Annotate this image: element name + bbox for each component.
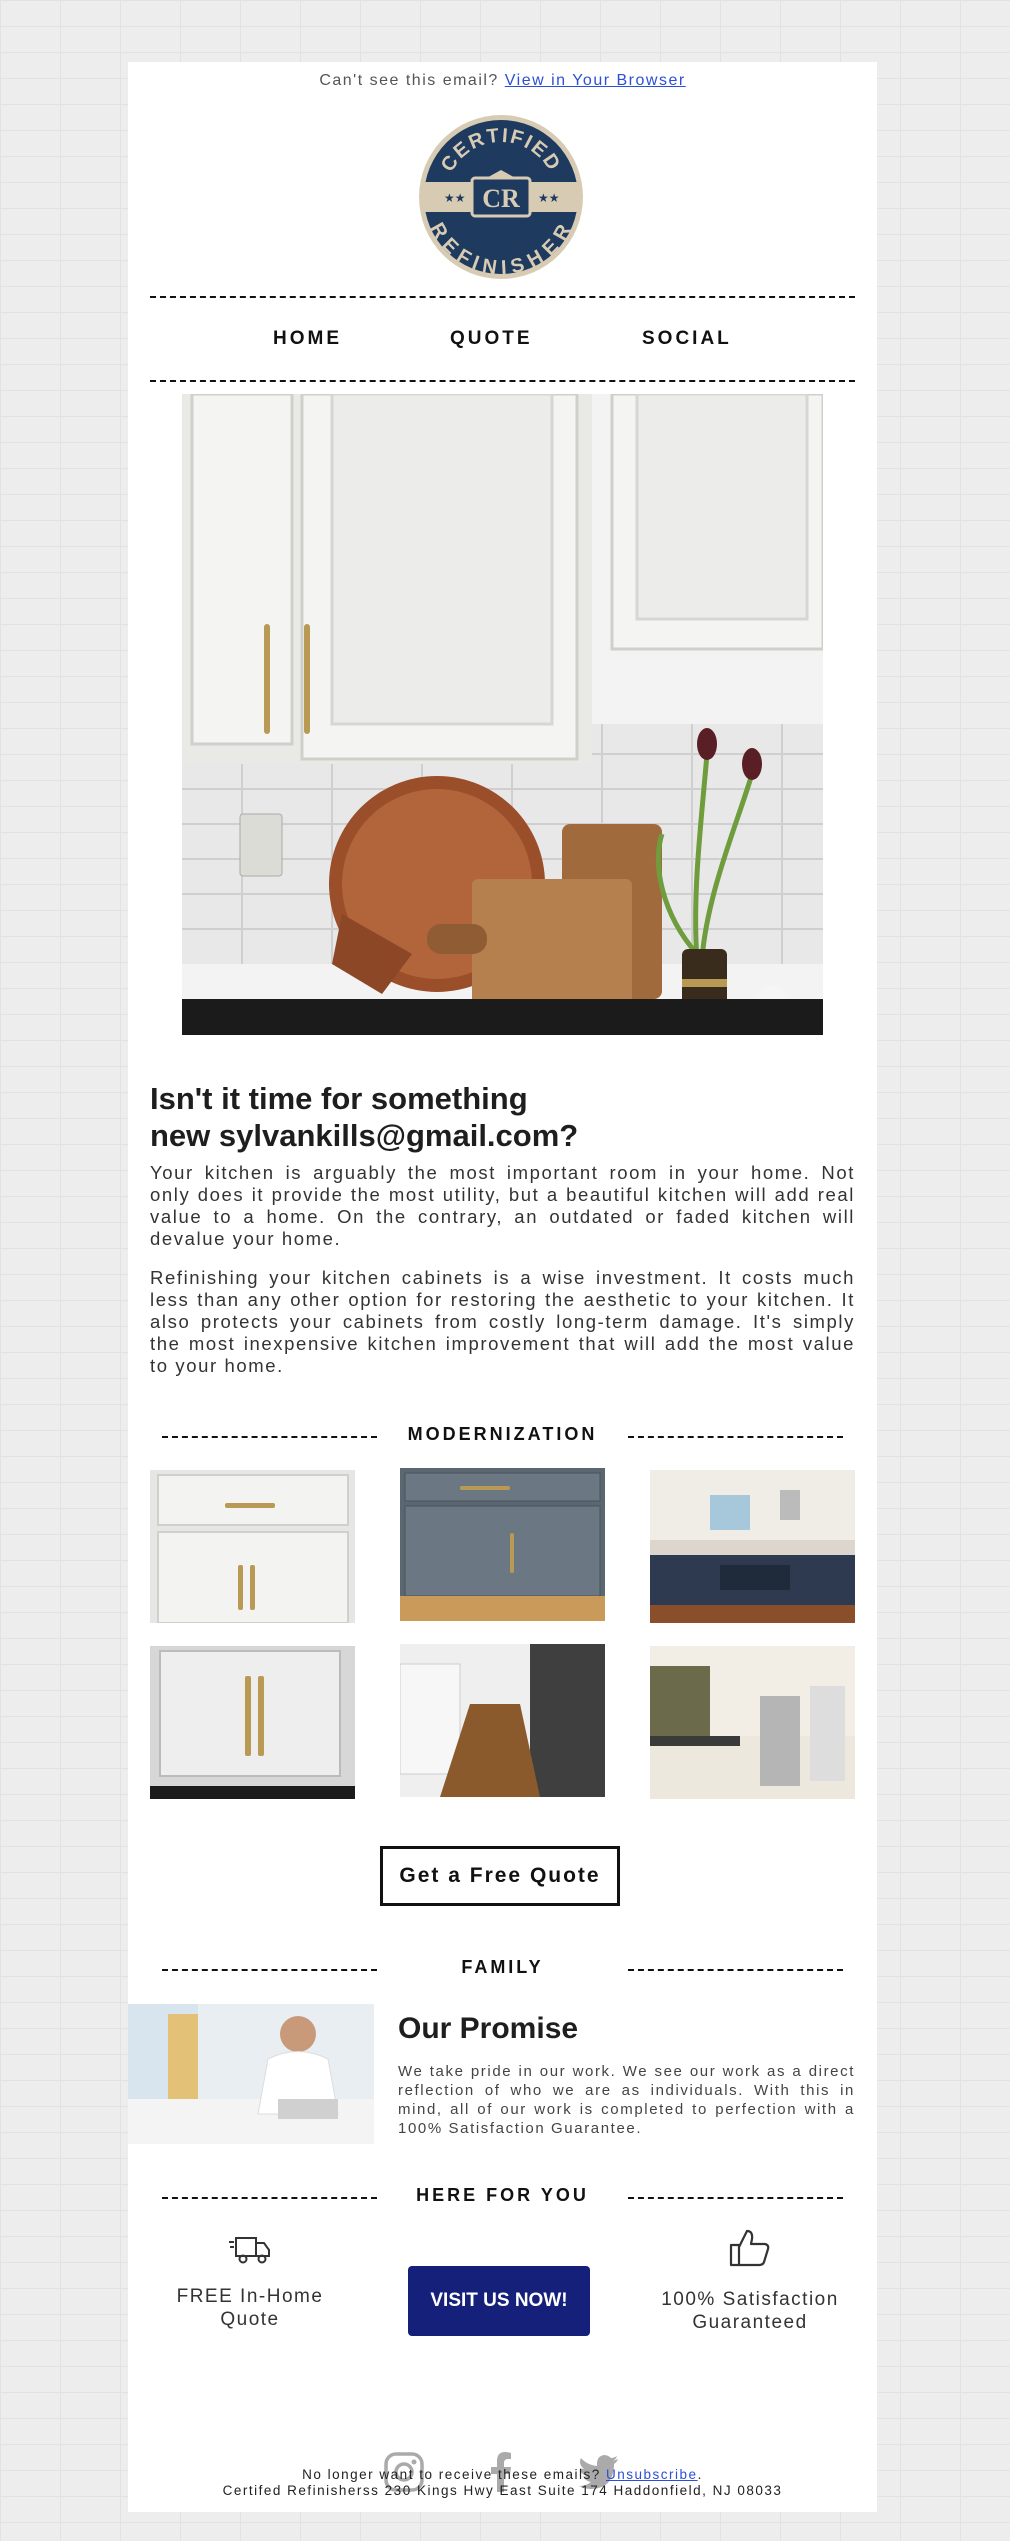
view-in-browser-link[interactable]: View in Your Browser <box>504 72 686 89</box>
get-free-quote-button[interactable]: Get a Free Quote <box>380 1846 620 1906</box>
preheader <box>128 72 877 90</box>
gallery-image[interactable] <box>150 1470 355 1623</box>
svg-text:★★: ★★ <box>538 191 560 205</box>
headline-line2: new sylvankills@gmail.com? <box>150 1118 579 1153</box>
gallery-image[interactable] <box>650 1470 855 1623</box>
feature-satisfaction-line2: Guaranteed <box>692 2312 808 2333</box>
unsubscribe-link[interactable]: Unsubscribe <box>606 2467 698 2482</box>
email-card <box>128 62 877 2512</box>
feature-satisfaction-line1: 100% Satisfaction <box>661 2289 839 2310</box>
certified-refinisher-logo[interactable] <box>416 112 586 282</box>
delivery-truck-icon <box>228 2232 272 2266</box>
thumbs-up-icon <box>728 2227 772 2269</box>
section-family-label: FAMILY <box>461 1957 544 1977</box>
feature-free-quote <box>150 2232 350 2331</box>
headline <box>150 1080 855 1154</box>
preheader-text: Can't see this email? <box>319 72 505 89</box>
gallery-image[interactable] <box>150 1646 355 1799</box>
promise-title: Our Promise <box>398 2012 579 2045</box>
section-here-for-you-label: HERE FOR YOU <box>416 2185 589 2205</box>
section-here-for-you <box>150 2185 855 2211</box>
divider-top <box>150 296 855 298</box>
gallery-image[interactable] <box>650 1646 855 1799</box>
section-modernization-label: MODERNIZATION <box>407 1424 598 1444</box>
logo-monogram: CR <box>482 184 520 213</box>
logo-top-text: CERTIFIED <box>436 124 566 176</box>
nav-home[interactable]: HOME <box>273 328 342 349</box>
body-paragraph-1: Your kitchen is arguably the most important room in your home. Not only does it provide the most utility, but a beautiful kitchen will add real value to a home. On the contrary, an outdated or faded kitchen will devalue your home. <box>150 1162 855 1249</box>
gallery-image[interactable] <box>400 1644 605 1797</box>
svg-text:★★: ★★ <box>444 191 466 205</box>
feature-free-quote-line1: FREE In-Home <box>176 2286 324 2307</box>
headline-line1: Isn't it time for something <box>150 1081 528 1116</box>
worker-image <box>128 2004 374 2144</box>
footer-unsubscribe-line <box>128 2467 877 2482</box>
feature-free-quote-line2: Quote <box>220 2309 280 2330</box>
gallery-image[interactable] <box>400 1468 605 1621</box>
nav-bar <box>128 328 877 368</box>
section-family <box>150 1957 855 1983</box>
nav-quote[interactable]: QUOTE <box>450 328 533 349</box>
body-paragraph-2: Refinishing your kitchen cabinets is a wise investment. It costs much less than any other option for restoring the aesthetic to your kitchen. It also protects your cabinets from costly long-term damage. It's simply the most inexpensive kitchen improvement that will add the most value to your home. <box>150 1267 855 1376</box>
footer-address: Certifed Refinisherss 230 Kings Hwy East Suite 174 Haddonfield, NJ 08033 <box>222 2483 783 2498</box>
section-modernization <box>150 1424 855 1450</box>
feature-satisfaction <box>650 2227 850 2334</box>
nav-social[interactable]: SOCIAL <box>642 328 732 349</box>
hero-kitchen-image <box>182 394 823 1035</box>
visit-us-now-button[interactable]: VISIT US NOW! <box>408 2266 590 2336</box>
divider-nav <box>150 380 855 382</box>
promise-text: We take pride in our work. We see our work as a direct reflection of who we are as individuals. With this in mind, all of our work is completed to perfection with a 100% Satisfaction Guarantee. <box>398 2063 855 2137</box>
footer-period: . <box>697 2467 703 2482</box>
logo-bottom-text: REFINISHER <box>425 219 577 280</box>
footer-unsubscribe-text: No longer want to receive these emails? <box>302 2467 607 2482</box>
